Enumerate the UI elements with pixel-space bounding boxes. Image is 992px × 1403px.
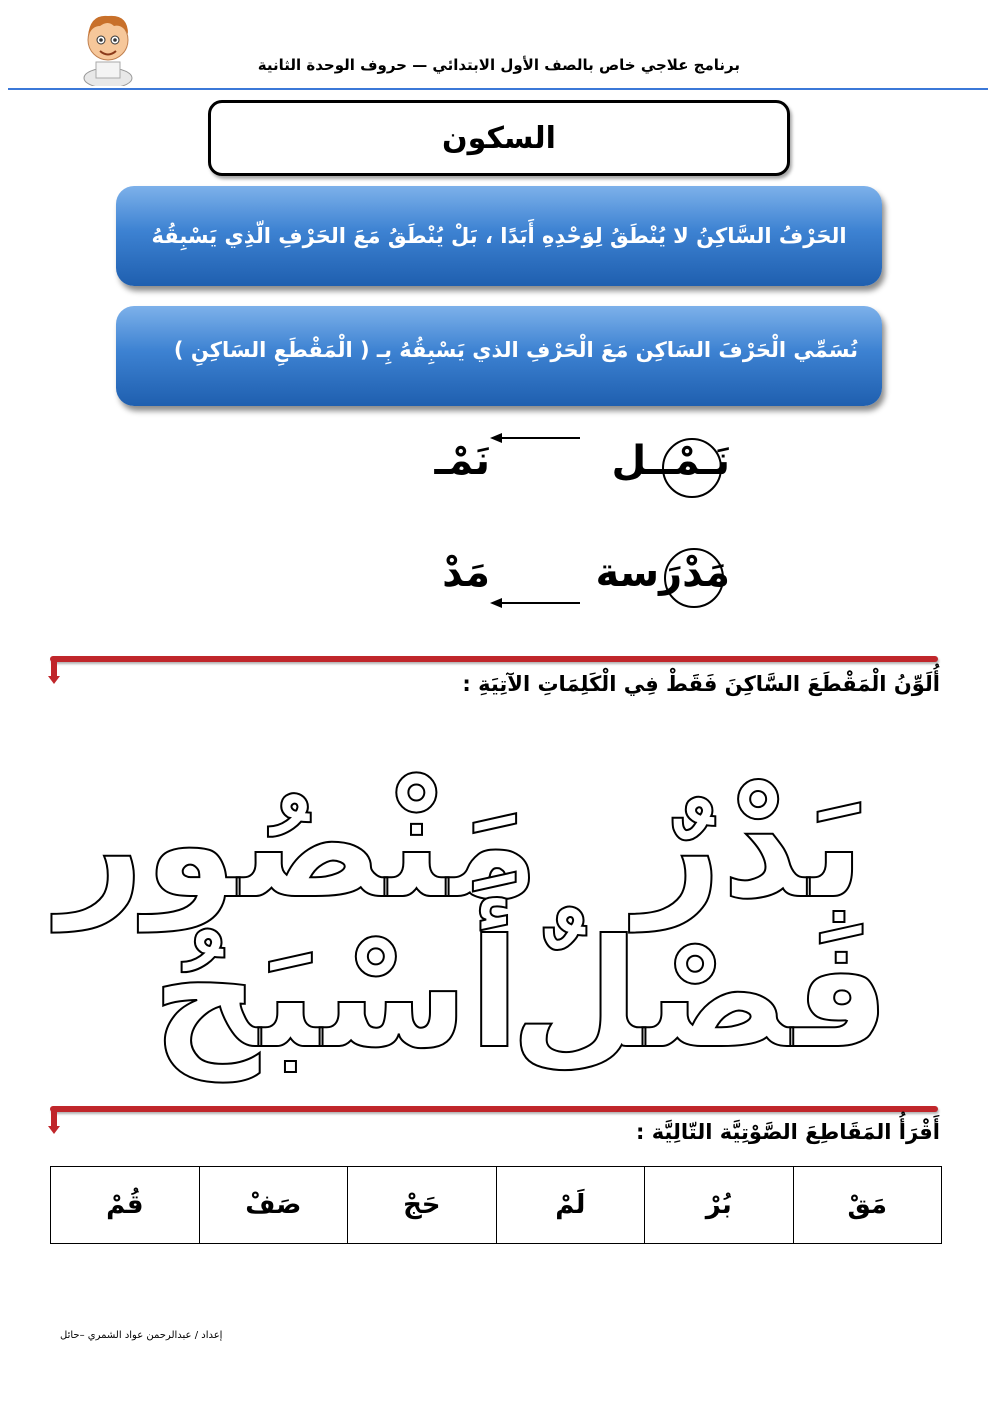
lesson-title: السكون <box>442 120 556 156</box>
section-1-bar-tip <box>48 676 60 684</box>
syllables-table <box>50 1166 942 1244</box>
rule-text-2: نُسَمِّي الْحَرْفَ السَاكِن مَعَ الْحَرْفِ الذي يَسْبِقُهُ بِـ ( الْمَقْطَعِ السَاكِنِ ) <box>173 338 858 362</box>
rule-text-1: الحَرْفُ السَّاكِنُ لا يُنْطَقُ لِوَحْدِهِ أَبَدًا ، بَلْ يُنْطَقُ مَعَ الحَرْفِ الّذِي يَسْبِقُهُ <box>151 224 847 248</box>
syllable-cell: بُرْ <box>645 1167 793 1244</box>
syllable-cell: لَمْ <box>496 1167 644 1244</box>
example-1-word: نَـمْــل <box>611 438 730 484</box>
section-1-bar <box>50 656 938 662</box>
outline-word-fasl[interactable]: فَصْلٌ <box>510 908 890 1082</box>
activity-1-instruction: أُلَوِّنُ الْمَقْطَعَ السَّاكِنَ فَقَطْ فِي الْكَلِمَاتِ الآتِيَةِ : <box>462 672 940 696</box>
example-2-arrow <box>500 602 580 604</box>
lesson-title-box <box>208 100 790 176</box>
example-1-syllable: نَمْـ <box>434 438 490 484</box>
syllable-cell: حَجْ <box>348 1167 496 1244</box>
activity-2-instruction: أَقْرَأُ المَقَاطِعَ الصَّوْتِيَّة التّالِيَّة : <box>635 1120 940 1144</box>
outline-word-badr[interactable]: بَدْرٌ <box>635 758 865 932</box>
rule-box-1 <box>116 186 882 286</box>
footer-author: إعداد / عبدالرحمن عواد الشمري –حائل <box>60 1330 223 1341</box>
example-1-arrow <box>500 437 580 439</box>
section-2-bar-tip <box>48 1126 60 1134</box>
outline-word-mansour[interactable]: مَنْصُور <box>57 758 540 932</box>
example-2-word: مَدْرَسة <box>595 550 730 596</box>
example-1-arrow-head <box>490 433 502 443</box>
syllable-cell: قُمْ <box>51 1167 200 1244</box>
table-row <box>51 1167 942 1244</box>
header-divider <box>8 88 988 90</box>
section-2-bar <box>50 1106 938 1112</box>
syllable-cell: صَفْ <box>199 1167 347 1244</box>
example-2-arrow-head <box>490 598 502 608</box>
rule-box-2 <box>116 306 882 406</box>
boy-mascot <box>78 6 138 86</box>
outline-word-asbah[interactable]: أَسْبَحُ <box>151 908 520 1082</box>
header-title: برنامج علاجي خاص بالصف الأول الابتدائي — حروف الوحدة الثانية <box>257 56 740 74</box>
syllable-cell: مَقْ <box>793 1167 941 1244</box>
example-2-syllable: مَدْ <box>442 550 490 596</box>
